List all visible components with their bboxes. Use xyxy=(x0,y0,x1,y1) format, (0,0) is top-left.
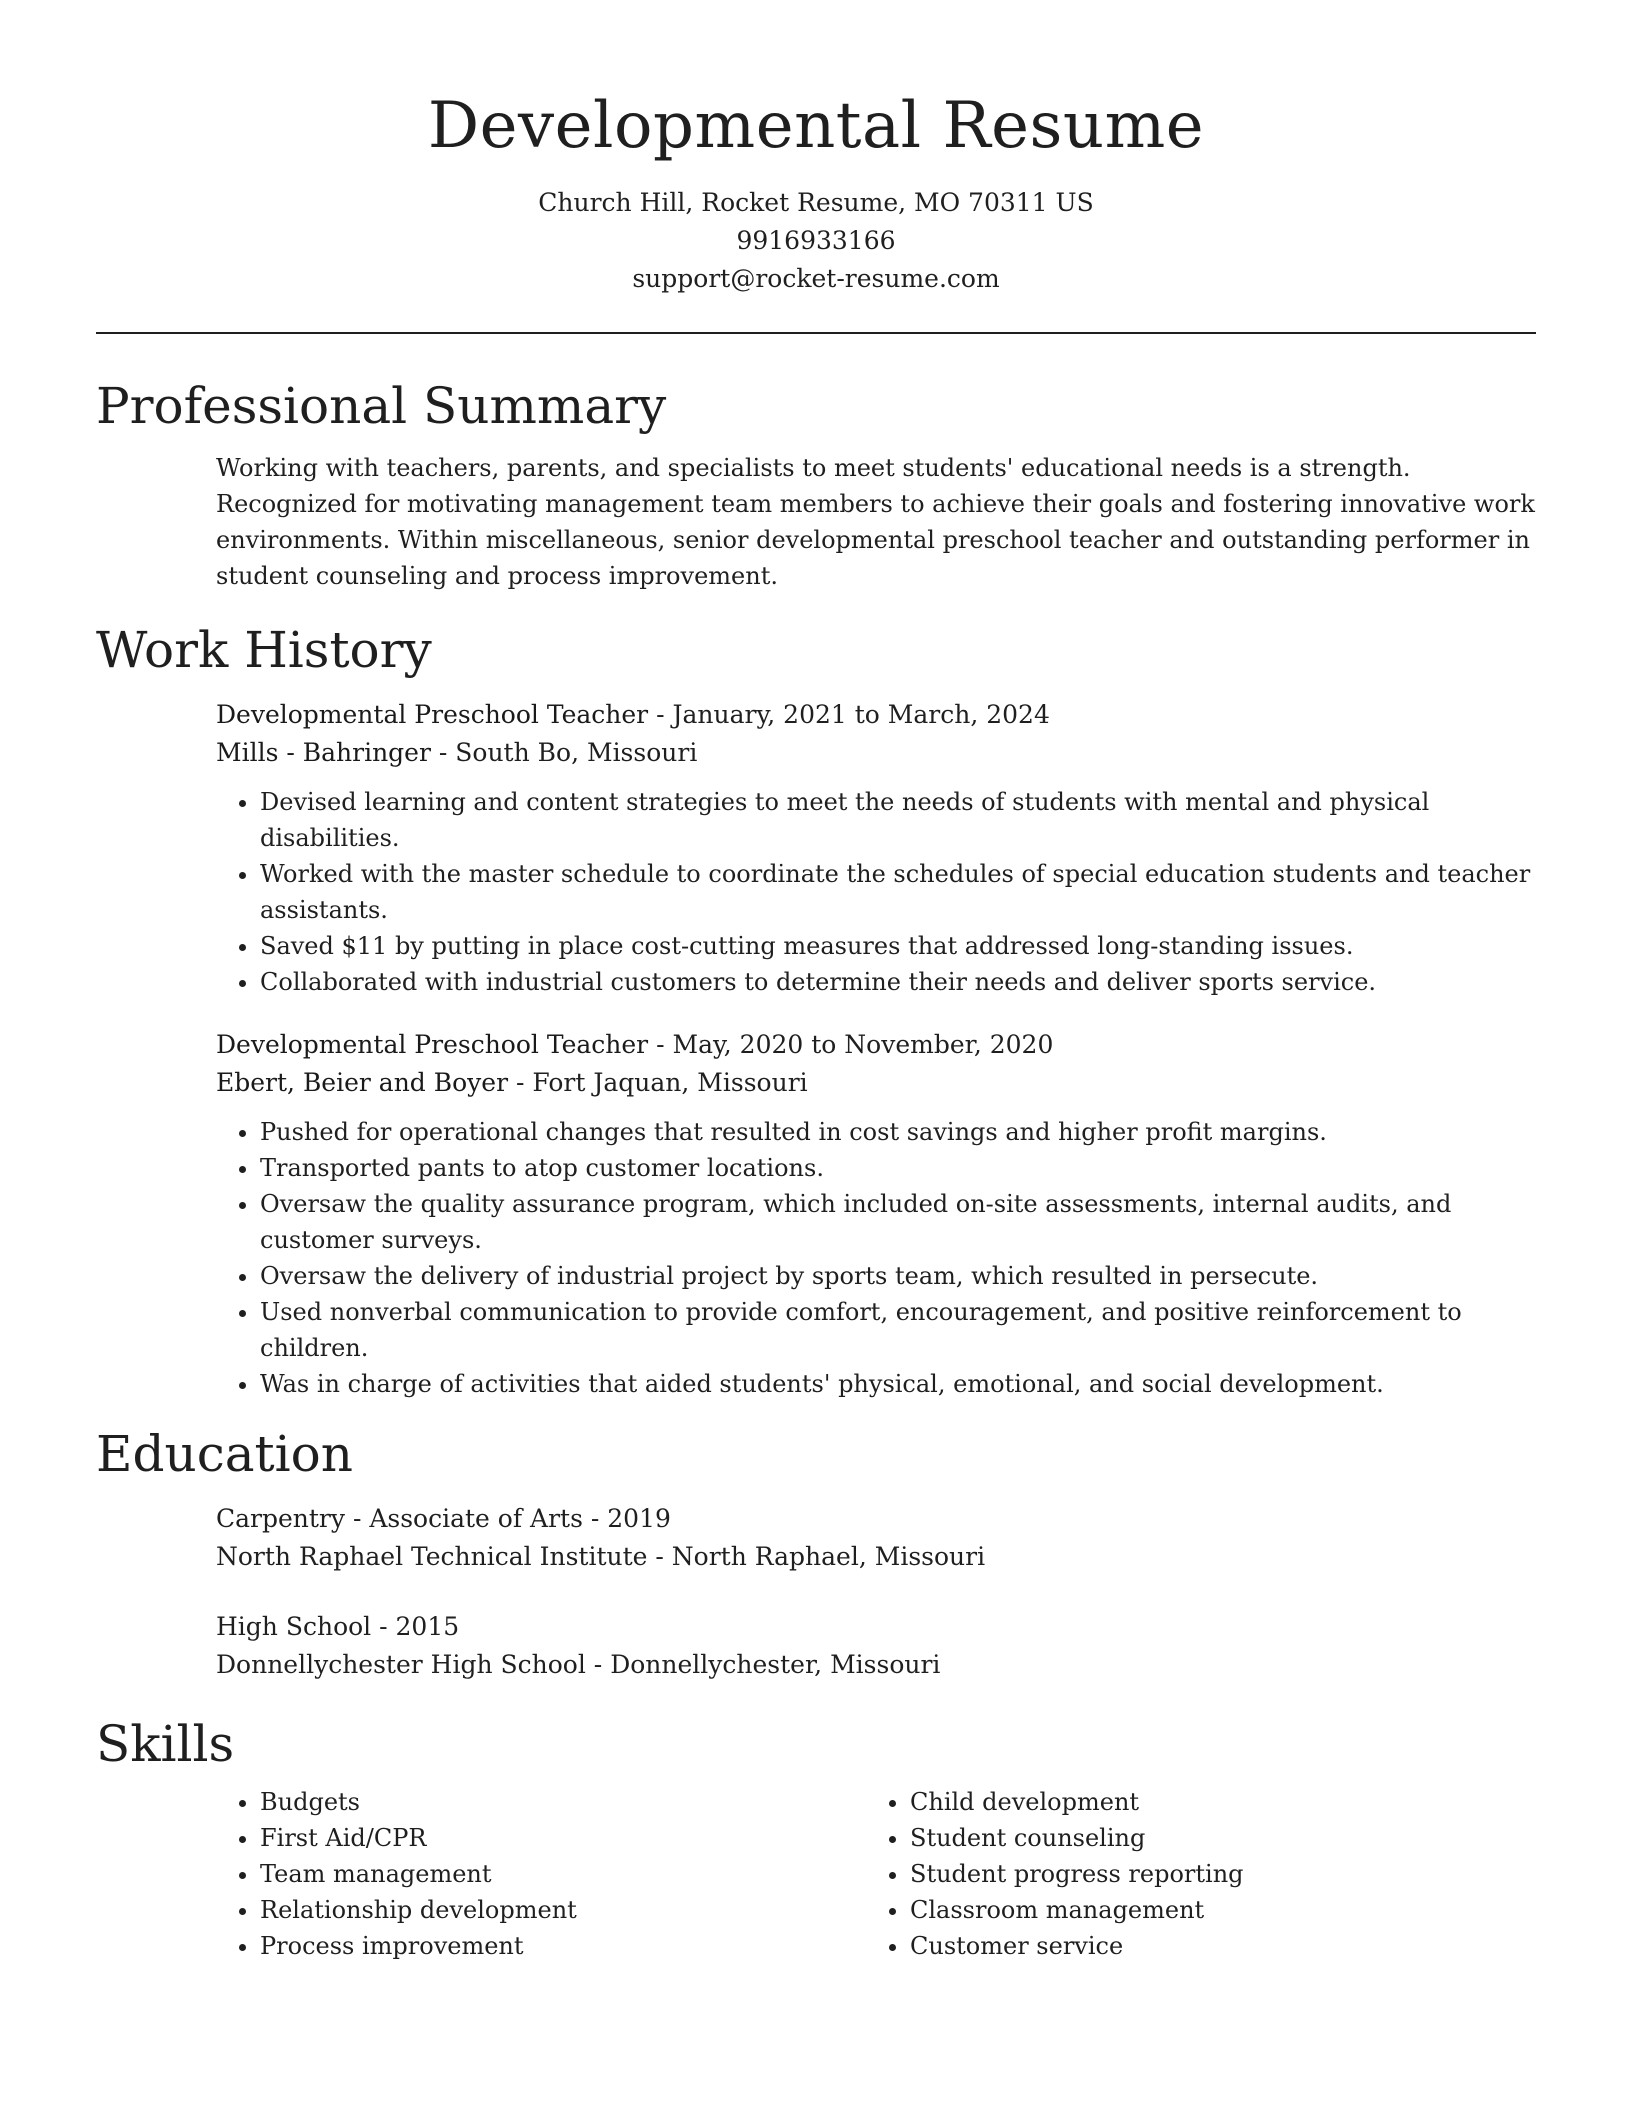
work-history-list xyxy=(96,696,1536,1402)
list-item: • Collaborated with industrial customers to determine their needs and deliver sports service. xyxy=(260,964,1536,1000)
list-item: • Saved $11 by putting in place cost-cutting measures that addressed long-standing issues. xyxy=(260,928,1536,964)
resume-header xyxy=(96,88,1536,298)
education-school-line xyxy=(216,1538,1536,1576)
list-item: • Oversaw the quality assurance program, which included on-site assessments, internal audits, and customer surveys. xyxy=(260,1186,1536,1258)
education-list xyxy=(96,1500,1536,1684)
job-employer: Ebert, Beier and Boyer xyxy=(216,1068,509,1097)
skill-item: • Classroom management xyxy=(910,1892,1516,1928)
header-divider xyxy=(96,332,1536,334)
job-employer: Mills - Bahringer xyxy=(216,738,431,767)
education-location: - North Raphael, Missouri xyxy=(647,1542,986,1571)
skill-item: • Budgets xyxy=(260,1784,866,1820)
job-location: - South Bo, Missouri xyxy=(430,738,698,767)
list-item: • Was in charge of activities that aided students' physical, emotional, and social development. xyxy=(260,1366,1536,1402)
skill-item: • Student progress reporting xyxy=(910,1856,1516,1892)
contact-info xyxy=(96,184,1536,298)
education-entry xyxy=(216,1500,1536,1576)
skills-section xyxy=(96,1784,1536,1964)
education-degree: Carpentry - Associate of Arts - 2019 xyxy=(216,1504,671,1533)
education-degree: High School - 2015 xyxy=(216,1612,460,1641)
skill-item: • Relationship development xyxy=(260,1892,866,1928)
list-item: • Used nonverbal communication to provide comfort, encouragement, and positive reinforcement to children. xyxy=(260,1294,1536,1366)
list-item: • Oversaw the delivery of industrial project by sports team, which resulted in persecute. xyxy=(260,1258,1536,1294)
skills-list-right xyxy=(866,1784,1516,1964)
job-bullets xyxy=(216,784,1536,1000)
job-entry xyxy=(216,1026,1536,1402)
skills-column-left xyxy=(216,1784,866,1964)
skill-item: • Team management xyxy=(260,1856,866,1892)
education-location: - Donnellychester, Missouri xyxy=(585,1650,941,1679)
job-role: Developmental Preschool Teacher xyxy=(216,700,649,729)
contact-address: Church Hill, Rocket Resume, MO 70311 US xyxy=(538,188,1094,217)
skills-list-left xyxy=(216,1784,866,1964)
job-dates: - January, 2021 to March, 2024 xyxy=(648,700,1050,729)
job-title-line xyxy=(216,1026,1536,1064)
job-dates: - May, 2020 to November, 2020 xyxy=(648,1030,1054,1059)
job-title-line xyxy=(216,696,1536,734)
education-entry xyxy=(216,1608,1536,1684)
job-location: - Fort Jaquan, Missouri xyxy=(508,1068,808,1097)
work-history-heading: Work History xyxy=(96,621,432,679)
skill-item: • Process improvement xyxy=(260,1928,866,1964)
contact-email: support@rocket-resume.com xyxy=(632,264,1000,293)
list-item: • Devised learning and content strategies to meet the needs of students with mental and physical disabilities. xyxy=(260,784,1536,856)
job-entry xyxy=(216,696,1536,1000)
education-school-line xyxy=(216,1646,1536,1684)
skills-heading: Skills xyxy=(96,1715,235,1773)
job-employer-line xyxy=(216,734,1536,772)
education-heading: Education xyxy=(96,1425,353,1483)
education-school: North Raphael Technical Institute xyxy=(216,1542,648,1571)
skill-item: • Child development xyxy=(910,1784,1516,1820)
skill-item: • First Aid/CPR xyxy=(260,1820,866,1856)
skill-item: • Student counseling xyxy=(910,1820,1516,1856)
skills-grid xyxy=(216,1784,1536,1964)
list-item: • Transported pants to atop customer locations. xyxy=(260,1150,1536,1186)
skills-column-right xyxy=(866,1784,1516,1964)
contact-phone: 9916933166 xyxy=(736,226,896,255)
skill-item: • Customer service xyxy=(910,1928,1516,1964)
job-bullets xyxy=(216,1114,1536,1402)
job-role: Developmental Preschool Teacher xyxy=(216,1030,649,1059)
list-item: • Worked with the master schedule to coordinate the schedules of special education students and teacher assistants. xyxy=(260,856,1536,928)
summary-text: Working with teachers, parents, and specialists to meet students' educational needs is a strength. Recognized for motivating management team members to achieve their goals and fostering innovative work environments. Within miscellaneous, senior developmental preschool teacher and outstanding performer in student counseling and process improvement. xyxy=(216,454,1535,590)
resume-name: Developmental Resume xyxy=(427,89,1205,163)
list-item: • Pushed for operational changes that resulted in cost savings and higher profit margins. xyxy=(260,1114,1536,1150)
summary-heading: Professional Summary xyxy=(96,377,667,435)
education-school: Donnellychester High School xyxy=(216,1650,586,1679)
job-employer-line xyxy=(216,1064,1536,1102)
